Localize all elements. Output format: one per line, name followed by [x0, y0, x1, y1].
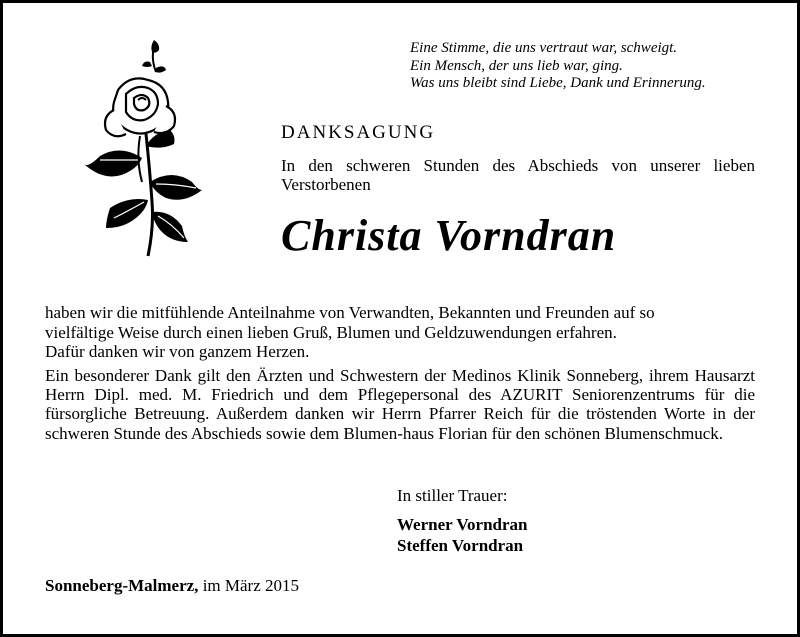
place: Sonneberg-Malmerz, — [45, 576, 199, 595]
place-date — [45, 576, 299, 596]
mourner-name: Steffen Vorndran — [397, 536, 524, 555]
paragraph-line: haben wir die mitfühlende Anteilnahme von Verwandten, Bekannten und Freunden auf so — [45, 303, 655, 322]
mourning-label: In stiller Trauer: — [397, 486, 508, 505]
paragraph-line: vielfältige Weise durch einen lieben Gruß, Blumen und Geldzuwendungen erfahren. — [45, 322, 617, 342]
deceased-name: Christa Vorndran — [281, 211, 617, 260]
rose-icon — [80, 32, 205, 260]
poem-line: Eine Stimme, die uns vertraut war, schweigt. — [410, 40, 678, 56]
mourner-name: Werner Vorndran — [397, 515, 528, 534]
page-title: DANKSAGUNG — [281, 122, 436, 143]
date: im März 2015 — [198, 576, 300, 595]
special-thanks-paragraph: Ein besonderer Dank gilt den Ärzten und Schwestern der Medinos Klinik Sonneberg, ihrem Hausarzt Herrn Dipl. med. M. Friedrich und dem Pflegepersonal des AZURIT Seniorenzentrums für die fürsorgliche Betreuung. Außerdem danken wir Herrn Pfarrer Reich für die tröstenden Worte in der schweren Stunde des Abschieds sowie dem Blumen-haus Florian für den schönen Blumenschmuck. — [45, 366, 755, 443]
thanks-paragraph — [45, 303, 755, 362]
memorial-poem — [410, 40, 706, 93]
poem-line: Was uns bleibt sind Liebe, Dank und Erinnerung. — [410, 75, 706, 91]
mourner-list — [397, 514, 528, 556]
poem-line: Ein Mensch, der uns lieb war, ging. — [410, 57, 623, 74]
paragraph-line: Dafür danken wir von ganzem Herzen. — [45, 342, 310, 361]
intro-text: In den schweren Stunden des Abschieds von unserer lieben Verstorbenen — [281, 156, 755, 194]
